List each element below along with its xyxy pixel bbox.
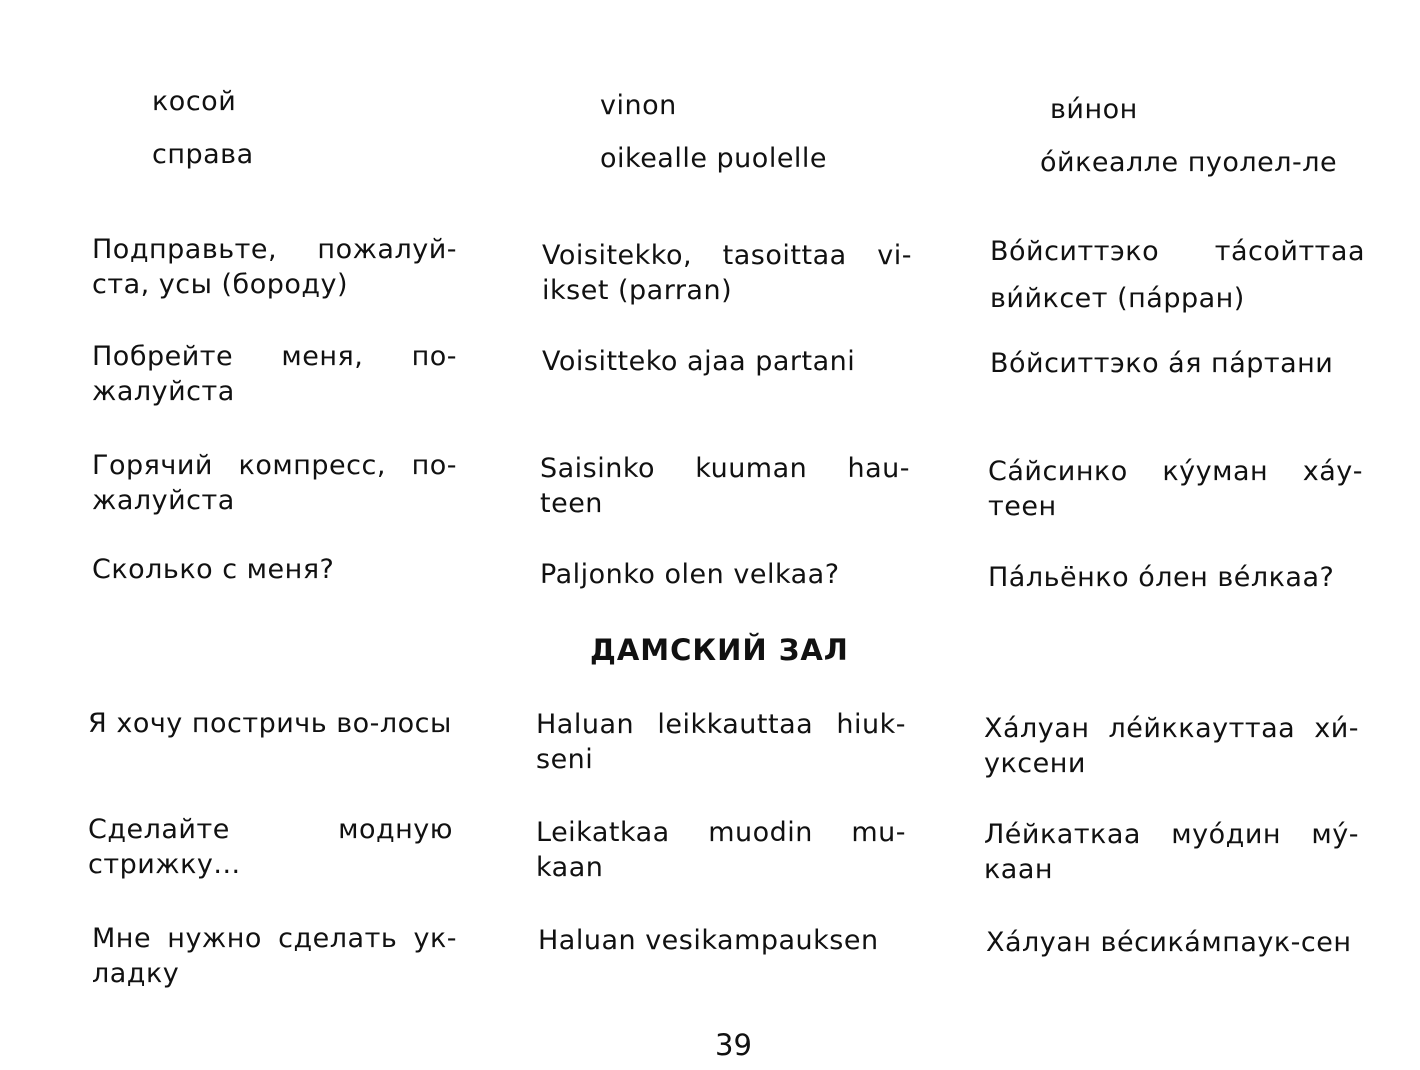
section-heading: ДАМСКИЙ ЗАЛ xyxy=(590,633,849,667)
page-number: 39 xyxy=(715,1028,752,1062)
russian-phrase: Горячий компресс, по-жалуйста xyxy=(92,450,457,516)
transliteration: Во́йситтэко а́я па́ртани xyxy=(990,348,1334,379)
russian-phrase: Я хочу постричь во-лосы xyxy=(88,708,452,739)
finnish-phrase: Leikatkaa muodin mu-kaan xyxy=(536,817,906,883)
transliteration: ви́нон xyxy=(1050,94,1138,125)
russian-phrase: Сколько с меня? xyxy=(92,554,335,585)
transliteration: Ха́луан ле́йккауттаа хи́-уксени xyxy=(984,713,1359,779)
transliteration: Ле́йкаткаа муо́дин му́-каан xyxy=(984,819,1359,885)
finnish-phrase: Paljonko olen velkaa? xyxy=(540,559,840,590)
transliteration: о́йкеалле пуолел-ле xyxy=(1040,147,1338,178)
finnish-phrase: Haluan leikkauttaa hiuk-seni xyxy=(536,709,906,775)
transliteration: Во́йситтэко та́сойттаа ви́йксет (па́рран) xyxy=(990,236,1365,314)
russian-phrase: Побрейте меня, по-жалуйста xyxy=(92,341,457,407)
finnish-phrase: Saisinko kuuman hau-teen xyxy=(540,453,910,519)
finnish-phrase: vinon xyxy=(600,90,677,121)
transliteration: Ха́луан ве́сика́мпаук-сен xyxy=(986,927,1352,958)
finnish-phrase: Voisitteko ajaa partani xyxy=(542,346,856,377)
transliteration: Са́йсинко ку́уман ха́у-теен xyxy=(988,456,1363,522)
finnish-phrase: Voisitekko, tasoittaa vi-ikset (parran) xyxy=(542,240,912,306)
russian-phrase: Сделайте модную стрижку... xyxy=(88,814,453,880)
finnish-phrase: oikealle puolelle xyxy=(600,143,828,174)
russian-phrase: справа xyxy=(152,139,254,170)
transliteration: Па́льёнко о́лен ве́лкаа? xyxy=(988,562,1335,593)
russian-phrase: Подправьте, пожалуй-ста, усы (бороду) xyxy=(92,234,457,300)
russian-phrase: Мне нужно сделать ук-ладку xyxy=(92,923,457,989)
russian-phrase: косой xyxy=(152,86,237,117)
finnish-phrase: Haluan vesikampauksen xyxy=(538,925,879,956)
